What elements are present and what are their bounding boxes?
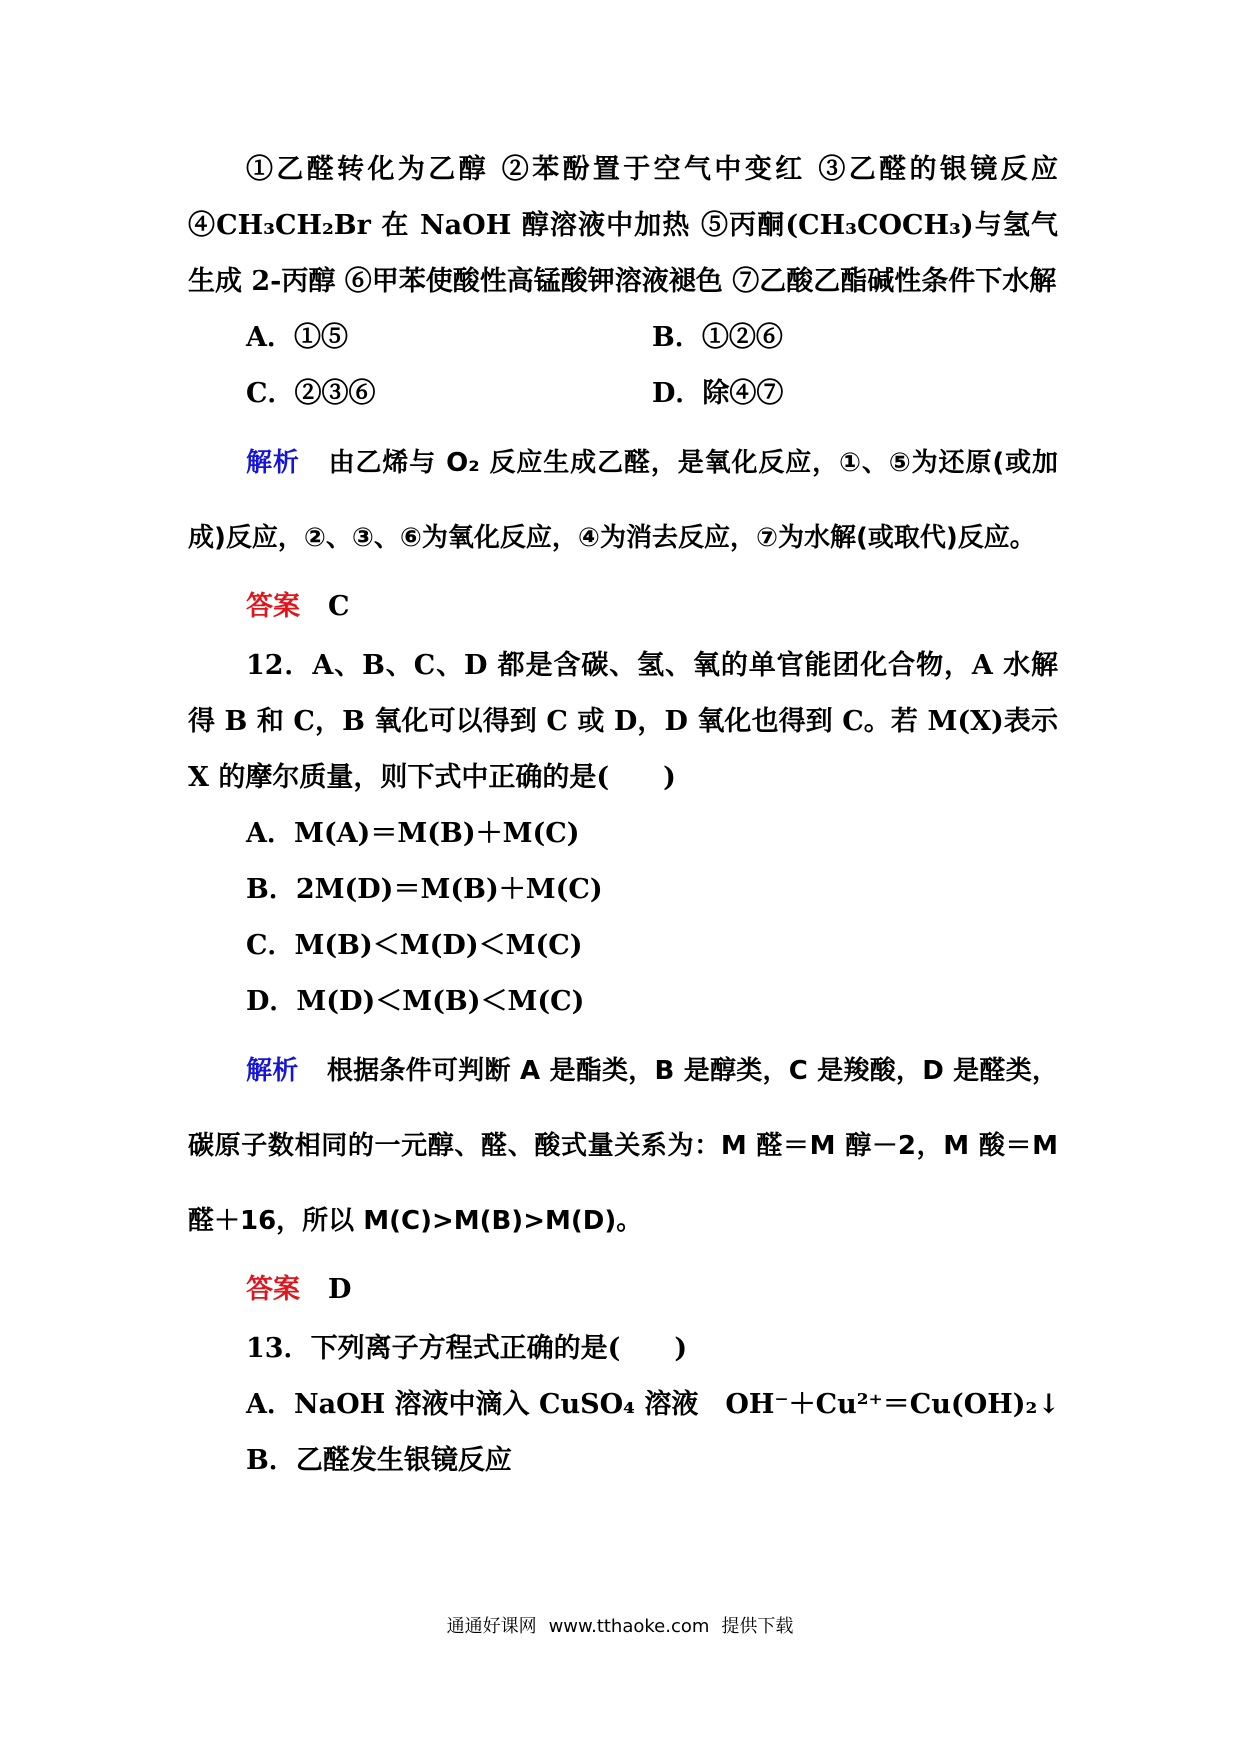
q12-answer bbox=[188, 1259, 1058, 1321]
page-footer bbox=[0, 1612, 1240, 1638]
q11-option-b: B．①②⑥ bbox=[652, 322, 783, 353]
q12-analysis-label: 解析 bbox=[246, 1056, 299, 1086]
page-content bbox=[188, 142, 1058, 1489]
q12-analysis-text: 根据条件可判断 A 是酯类，B 是醇类，C 是羧酸，D 是醛类，碳原子数相同的一元醇、醛、酸式量关系为：M 醛＝M 醇－2，M 酸＝M 醛＋16，所以 M(C)>M(B)>M(D)。 bbox=[188, 1056, 1058, 1236]
footer-url[interactable]: www.tthaoke.com bbox=[548, 1616, 710, 1637]
q12-option-d: D．M(D)＜M(B)＜M(C) bbox=[246, 986, 585, 1017]
q12-answer-value: D bbox=[328, 1274, 352, 1305]
q11-option-c: C．②③⑥ bbox=[246, 378, 376, 409]
q11-analysis bbox=[188, 426, 1058, 576]
q12-analysis bbox=[188, 1034, 1058, 1259]
footer-site-name: 通通好课网 bbox=[446, 1616, 537, 1637]
q11-analysis-text: 由乙烯与 O₂ 反应生成乙醛，是氧化反应，①、⑤为还原(或加成)反应，②、③、⑥为氧化反应，④为消去反应，⑦为水解(或取代)反应。 bbox=[188, 448, 1058, 553]
footer-tagline: 提供下载 bbox=[721, 1616, 794, 1637]
q11-analysis-label: 解析 bbox=[246, 448, 300, 478]
q12-option-a: A．M(A)＝M(B)＋M(C) bbox=[246, 818, 580, 849]
q11-option-d: D．除④⑦ bbox=[652, 378, 784, 409]
q13-option-a: A．NaOH 溶液中滴入 CuSO₄ 溶液 OH⁻＋Cu²⁺＝Cu(OH)₂↓ bbox=[246, 1389, 1060, 1420]
q12-option-c: C．M(B)＜M(D)＜M(C) bbox=[246, 930, 583, 961]
q12-answer-label: 答案 bbox=[246, 1274, 300, 1305]
q11-answer-label: 答案 bbox=[246, 591, 300, 622]
q13-stem: 13．下列离子方程式正确的是( ) bbox=[246, 1333, 688, 1364]
q11-stem: ①乙醛转化为乙醇 ②苯酚置于空气中变红 ③乙醛的银镜反应 ④CH₃CH₂Br 在 NaOH 醇溶液中加热 ⑤丙酮(CH₃COCH₃)与氢气生成 2-丙醇 ⑥甲苯使酸性高锰酸钾溶液褪色 ⑦乙酸乙酯碱性条件下水解 bbox=[188, 154, 1058, 297]
q13-option-b: B．乙醛发生银镜反应 bbox=[246, 1445, 512, 1476]
q11-answer-value: C bbox=[328, 591, 350, 622]
q12-option-b: B．2M(D)＝M(B)＋M(C) bbox=[246, 874, 603, 905]
q11-options-row-2 bbox=[188, 366, 1058, 422]
q11-option-a: A．①⑤ bbox=[246, 322, 348, 353]
q12-stem: 12．A、B、C、D 都是含碳、氢、氧的单官能团化合物，A 水解得 B 和 C，B 氧化可以得到 C 或 D，D 氧化也得到 C。若 M(X)表示 X 的摩尔质量，则下式中正确的是( ) bbox=[188, 650, 1058, 793]
q11-answer bbox=[188, 576, 1058, 638]
q11-options-row-1 bbox=[188, 310, 1058, 366]
